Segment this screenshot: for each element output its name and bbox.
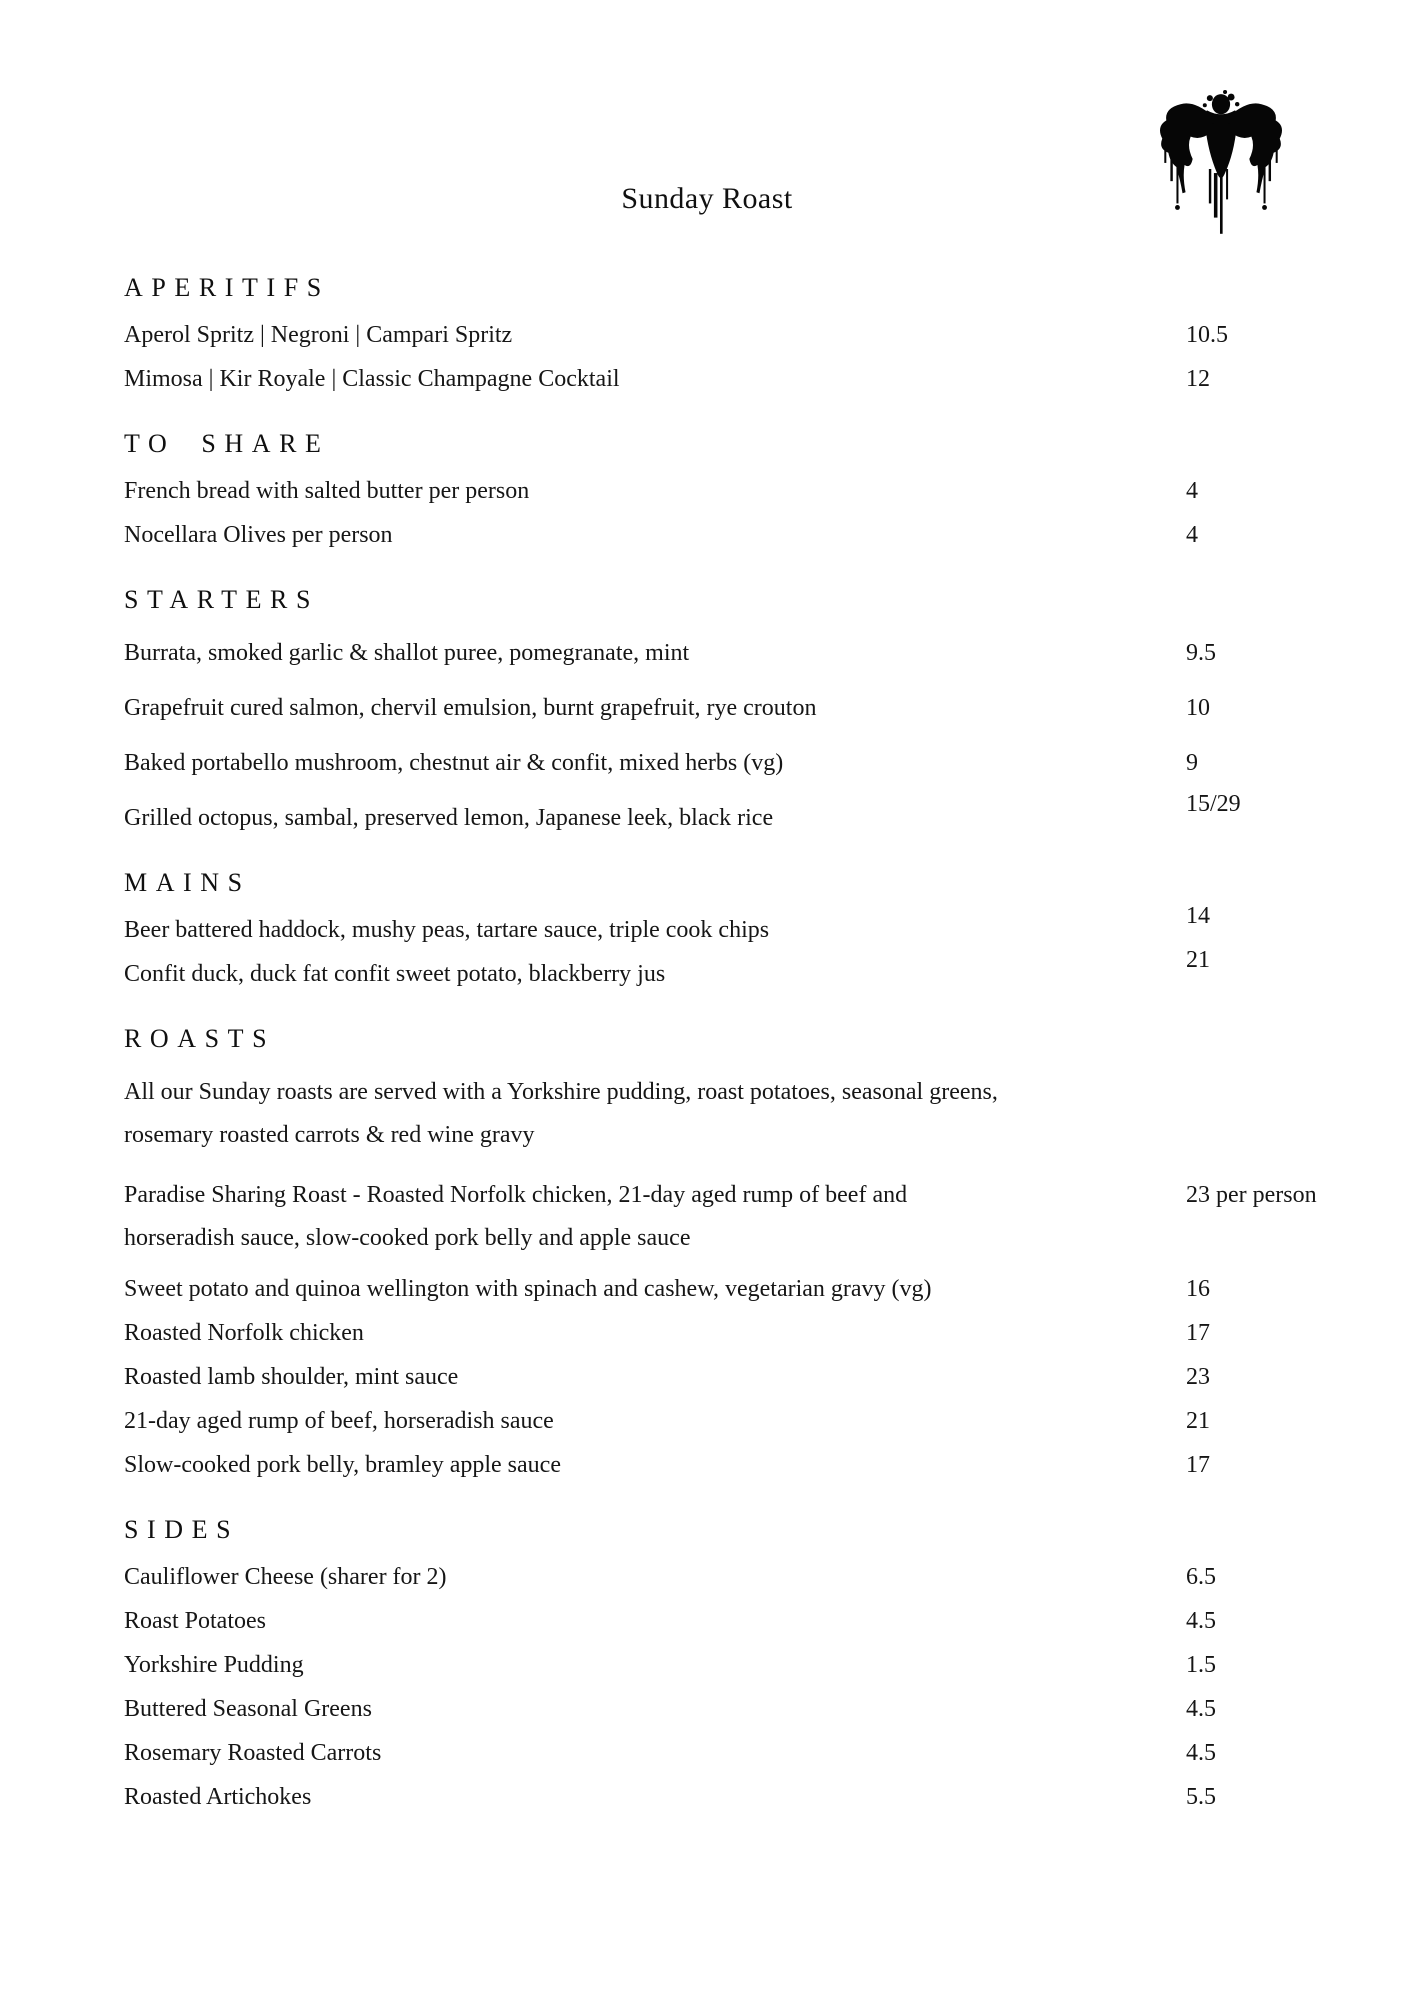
item-name: Rosemary Roasted Carrots (124, 1740, 382, 1766)
item-name: Grapefruit cured salmon, chervil emulsion, burnt grapefruit, rye crouton (124, 695, 817, 721)
item-price: 23 per person (1186, 1182, 1317, 1208)
item-name: Mimosa | Kir Royale | Classic Champagne Cocktail (124, 366, 620, 392)
item-name: French bread with salted butter per person (124, 478, 530, 504)
menu-item (124, 1450, 1344, 1480)
section-note: All our Sunday roasts are served with a Yorkshire pudding, roast potatoes, seasonal greens, rosemary roasted carrots & red wine gravy (124, 1079, 998, 1148)
item-name: Grilled octopus, sambal, preserved lemon, Japanese leek, black rice (124, 805, 774, 831)
menu-item (124, 693, 1344, 723)
menu-item (124, 1362, 1344, 1392)
item-price: 14 (1186, 903, 1210, 929)
menu-item (124, 1782, 1344, 1812)
menu-item (124, 1406, 1344, 1436)
item-price: 17 (1186, 1452, 1210, 1478)
item-name: Aperol Spritz | Negroni | Campari Spritz (124, 322, 513, 348)
section-mains (124, 868, 1344, 989)
menu-item (124, 1274, 1344, 1304)
item-price: 21 (1186, 947, 1210, 973)
menu-item (124, 638, 1344, 668)
item-name: Sweet potato and quinoa wellington with spinach and cashew, vegetarian gravy (vg) (124, 1276, 932, 1302)
section-heading: SIDES (124, 1515, 240, 1544)
menu-item (124, 1174, 1344, 1260)
item-price: 4.5 (1186, 1608, 1216, 1634)
item-price: 1.5 (1186, 1652, 1216, 1678)
item-price: 4 (1186, 522, 1198, 548)
item-price: 6.5 (1186, 1564, 1216, 1590)
item-price: 9 (1186, 750, 1198, 776)
item-price: 5.5 (1186, 1784, 1216, 1810)
section-roasts (124, 1024, 1344, 1480)
menu-item (124, 476, 1344, 506)
item-name: Roasted Artichokes (124, 1784, 312, 1810)
item-price: 10 (1186, 695, 1210, 721)
menu-item (124, 520, 1344, 550)
section-aperitifs (124, 273, 1344, 394)
menu-item (124, 1694, 1344, 1724)
item-price: 17 (1186, 1320, 1210, 1346)
item-price: 10.5 (1186, 322, 1228, 348)
menu-item (124, 947, 1344, 989)
item-price: 21 (1186, 1408, 1210, 1434)
item-name: Roast Potatoes (124, 1608, 266, 1634)
section-sides (124, 1515, 1344, 1812)
ink-bird-logo (1150, 88, 1292, 250)
item-name: Yorkshire Pudding (124, 1652, 304, 1678)
item-price: 15/29 (1186, 791, 1241, 817)
menu-item (124, 903, 1344, 945)
ink-bird-icon (1150, 88, 1292, 250)
item-name: Buttered Seasonal Greens (124, 1696, 372, 1722)
menu-item (124, 1650, 1344, 1680)
menu-item (124, 364, 1344, 394)
item-price: 9.5 (1186, 640, 1216, 666)
menu-item (124, 1606, 1344, 1636)
item-name: Nocellara Olives per person (124, 522, 393, 548)
section-heading: MAINS (124, 868, 251, 897)
item-name: Burrata, smoked garlic & shallot puree, pomegranate, mint (124, 640, 690, 666)
item-price: 23 (1186, 1364, 1210, 1390)
item-price: 12 (1186, 366, 1210, 392)
item-name: Roasted lamb shoulder, mint sauce (124, 1364, 459, 1390)
menu-item (124, 1738, 1344, 1768)
item-name: 21-day aged rump of beef, horseradish sauce (124, 1408, 554, 1434)
page-title: Sunday Roast (621, 182, 793, 215)
section-heading: ROASTS (124, 1024, 276, 1053)
menu-sections (124, 273, 1344, 1812)
menu-item (124, 1562, 1344, 1592)
menu-item (124, 791, 1344, 833)
item-price: 16 (1186, 1276, 1210, 1302)
item-name: Confit duck, duck fat confit sweet potato, blackberry jus (124, 961, 666, 987)
item-name: Paradise Sharing Roast - Roasted Norfolk chicken, 21-day aged rump of beef and horseradish sauce, slow-cooked pork belly and apple sauce (124, 1182, 908, 1251)
item-name: Slow-cooked pork belly, bramley apple sauce (124, 1452, 561, 1478)
item-name: Cauliflower Cheese (sharer for 2) (124, 1564, 447, 1590)
section-to-share (124, 429, 1344, 550)
section-starters (124, 585, 1344, 833)
item-name: Roasted Norfolk chicken (124, 1320, 364, 1346)
item-name: Baked portabello mushroom, chestnut air & confit, mixed herbs (vg) (124, 750, 784, 776)
section-heading: STARTERS (124, 585, 320, 614)
section-heading: TO SHARE (124, 429, 330, 458)
item-price: 4 (1186, 478, 1198, 504)
menu-item (124, 320, 1344, 350)
item-price: 4.5 (1186, 1740, 1216, 1766)
menu-item (124, 748, 1344, 778)
menu-item (124, 1318, 1344, 1348)
item-name: Beer battered haddock, mushy peas, tartare sauce, triple cook chips (124, 917, 770, 943)
item-price: 4.5 (1186, 1696, 1216, 1722)
section-heading: APERITIFS (124, 273, 330, 302)
